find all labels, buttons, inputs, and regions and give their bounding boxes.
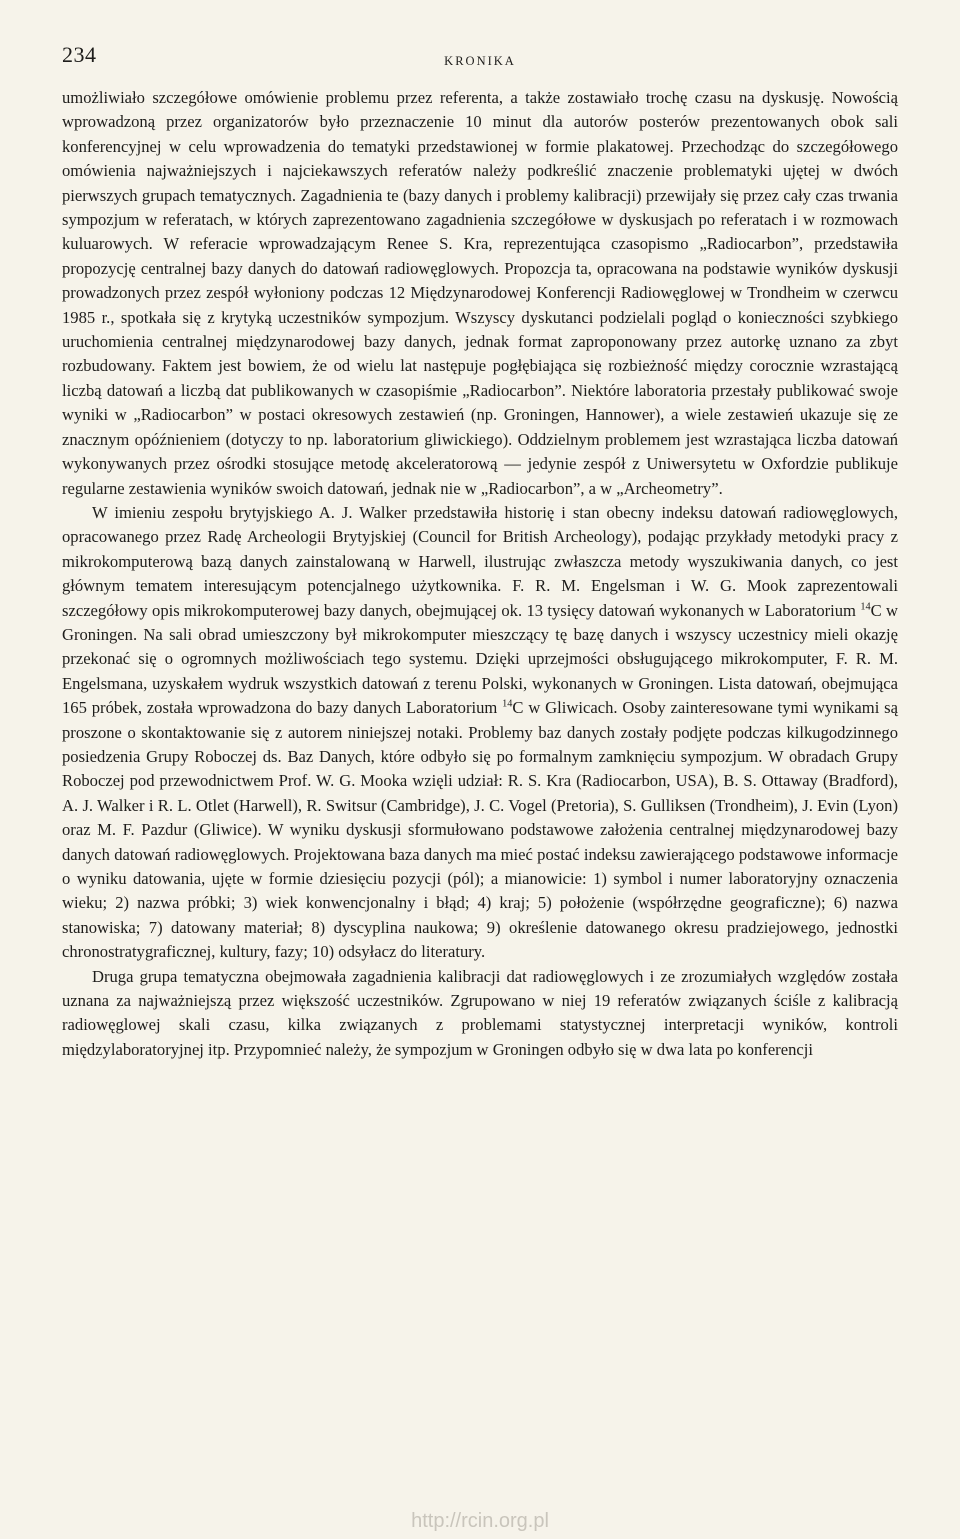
watermark-url: http://rcin.org.pl — [411, 1510, 549, 1532]
page-number: 234 — [62, 42, 97, 67]
paragraph-2: W imieniu zespołu brytyjskiego A. J. Walker przedstawiła historię i stan obecny indeksu datowań radiowęglowych, opracowanego przez Radę Archeologii Brytyjskiej (Council for British Archeology), podając przykłady metodyki pracy z mikrokomputerową bazą danych zainstalowaną w Harwell, ilustrując zwłaszcza metody wyszukiwania danych, co jest głównym tematem interesującym potencjalnego użytkownika. F. R. M. Engelsman i W. G. Mook zaprezentowali szczegółowy opis mikrokomputerowej bazy danych, obejmującej ok. 13 tysięcy datowań wykonanych w Laboratorium $^{14}$C w Groningen. Na sali obrad umieszczony był mikrokomputer mieszczący tę bazę danych i wszyscy uczestnicy mieli okazję przekonać się o ogromnych możliwościach tego systemu. Dzięki uprzejmości obsługującego mikrokomputer, F. R. M. Engelsmana, uzyskałem wydruk wszystkich datowań z terenu Polski, wykonanych w Groningen. Lista datowań, obejmująca 165 próbek, została wprowadzona do bazy danych Laboratorium $^{14}$C w Gliwicach. Osoby zainteresowane tymi wynikami są proszone o skontaktowanie się z autorem niniejszej notaki. Problemy baz danych zostały podjęte podczas kilkugodzinnego posiedzenia Grupy Roboczej ds. Baz Danych, które odbyło się po formalnym zamknięciu sympozjum. W obradach Grupy Roboczej pod przewodnictwem Prof. W. G. Mooka wzięli udział: R. S. Kra (Radiocarbon, USA), B. S. Ottaway (Bradford), A. J. Walker i R. L. Otlet (Harwell), R. Switsur (Cambridge), J. C. Vogel (Pretoria), S. Gulliksen (Trondheim), J. Evin (Lyon) oraz M. F. Pazdur (Gliwice). W wyniku dyskusji sformułowano podstawowe założenia centralnej międzynarodowej bazy danych datowań radiowęglowych. Projektowana baza danych ma mieć postać indeksu zawierającego podstawowe informacje o wyniku datowania, ujęte w formie dziesięciu pozycji (pól); a mianowicie: 1) symbol i numer laboratoryjny oznaczenia wieku; 2) nazwa próbki; 3) wiek konwencjonalny i błąd; 4) kraj; 5) położenie (współrzędne geograficzne); 6) nazwa stanowiska; 7) datowany materiał; 8) dyscyplina naukowa; 9) określenie datowanego okresu pradziejowego, jednostki chronostratygraficznej, kultury, fazy; 10) odsyłacz do literatury. — [62, 502, 898, 962]
paragraph-3: Druga grupa tematyczna obejmowała zagadnienia kalibracji dat radiowęglowych i ze zrozumiałych względów została uznana za najważniejszą przez większość uczestników. Zgrupowano w niej 19 referatów związanych ściśle z kalibracją radiowęglowej skali czasu, kilka związanych z problemami statystycznej interpretacji wyników, kontroli międzylaboratoryjnej itp. Przypomnieć należy, że sympozjum w Groningen odbyło się w dwa lata po konferencji — [62, 966, 898, 1059]
body-text — [62, 86, 898, 1062]
page-header — [62, 42, 898, 82]
running-head: KRONIKA — [444, 54, 516, 68]
paragraph-1: umożliwiało szczegółowe omówienie problemu przez referenta, a także zostawiało trochę czasu na dyskusję. Nowością wprowadzoną przez organizatorów było przeznaczenie 10 minut dla autorów posterów prezentowanych obok sali konferencyjnej w celu wprowadzenia do tematyki przedstawionej w formie plakatowej. Przechodząc do szczegółowego omówienia najważniejszych i najciekawszych referatów należy podkreślić znaczenie problematyki ujętej w dwóch pierwszych grupach tematycznych. Zagadnienia te (bazy danych i problemy kalibracji) przewijały się przez cały czas trwania sympozjum w referatach, w których zaprezentowano zagadnienia szczegółowe w dyskusjach po referatach i w rozmowach kuluarowych. W referacie wprowadzającym Renee S. Kra, reprezentująca czasopismo „Radiocarbon”, przedstawiła propozycję centralnej bazy danych do datowań radiowęglowych. Propozcja ta, opracowana na podstawie wyników dyskusji prowadzonych przez zespół wyłoniony podczas 12 Międzynarodowej Konferencji Radiowęglowej w Trondheim w czerwcu 1985 r., spotkała się z krytyką uczestników sympozjum. Wszyscy dyskutanci podzielali pogląd o konieczności szybkiego uruchomienia centralnej międzynarodowej bazy danych, jednak format zaproponowany przez autorkę uznano za zbyt rozbudowany. Faktem jest bowiem, że od wielu lat następuje pogłębiająca się rozbieżność między corocznie wzrastającą liczbą datowań a liczbą dat publikowanych w czasopiśmie „Radiocarbon”. Niektóre laboratoria przestały publikować swoje wyniki w „Radiocarbon” w postaci okresowych zestawień (np. Groningen, Hannower), a wiele zestawień ukazuje się ze znacznym opóźnieniem (dotyczy to np. laboratorium gliwickiego). Oddzielnym problemem jest wzrastająca liczba datowań wykonywanych przez ośrodki stosujące metodę akceleratorową — jedynie zespół z Uniwersytetu w Oxfordzie publikuje regularne zestawienia wyników swoich datowań, jednak nie w „Radiocarbon”, a w „Archeometry”. — [62, 88, 898, 498]
